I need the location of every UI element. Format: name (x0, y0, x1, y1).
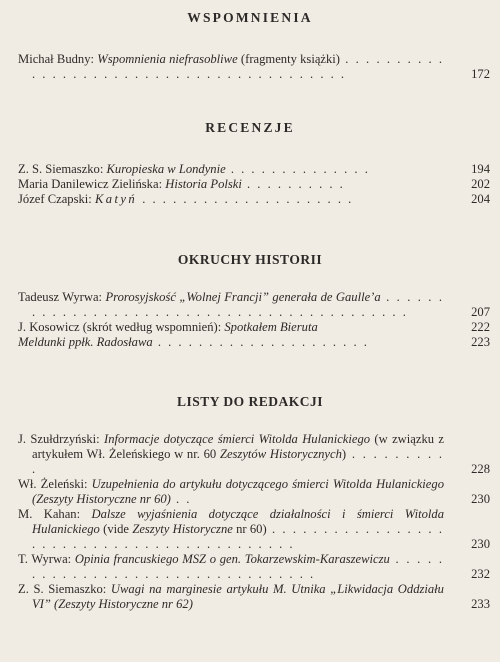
page-number: 228 (471, 462, 490, 476)
list-item: Wł. Żeleński: Uzupełnienia do artykułu dotyczącego śmierci Witolda Hulanickiego (Zeszyty Historyczne nr 60) . . 230 (18, 477, 490, 506)
list-item: Józef Czapski: Katyń . . . . . . . . . . . . . . . . . . . . . 204 (18, 192, 490, 206)
page-number: 230 (471, 492, 490, 506)
page-number: 207 (471, 305, 490, 319)
section-wspomnienia (18, 52, 490, 82)
list-item: Z. S. Siemaszko: Kuropieska w Londynie . . . . . . . . . . . . . . 194 (18, 162, 490, 176)
page-number: 233 (471, 597, 490, 611)
list-item: M. Kahan: Dalsze wyjaśnienia dotyczące działalności i śmierci Witolda Hulanickiego (vide Zeszyty Historyczne nr 60) . . . . . . . . . . . . . . . . . . . . . . . . . . . . . . . . . . . . . . . . . . . 230 (18, 507, 490, 551)
list-item: J. Kosowicz (skrót według wspomnień): Spotkałem Bieruta 222 (18, 320, 490, 334)
page-number: 230 (471, 537, 490, 551)
section-title-wspomnienia: WSPOMNIENIA (187, 10, 313, 25)
list-item: Z. S. Siemaszko: Uwagi na marginesie artykułu M. Utnika „Likwidacja Oddziału VI” (Zeszyty Historyczne nr 62) 233 (18, 582, 490, 611)
page-number: 202 (471, 177, 490, 191)
list-item: T. Wyrwa: Opinia francuskiego MSZ o gen. Tokarzewskim-Karaszewiczu . . . . . . . . . . . . . . . . . . . . . . . . . . . . . . . . . 232 (18, 552, 490, 581)
section-title-listy-do-redakcji: LISTY DO REDAKCJI (176, 394, 324, 409)
page-number: 194 (471, 162, 490, 176)
list-item: Maria Danilewicz Zielińska: Historia Polski . . . . . . . . . . 202 (18, 177, 490, 191)
list-item: J. Szułdrzyński: Informacje dotyczące śmierci Witolda Hulanickiego (w związku z artykułem Wł. Żeleńskiego w nr. 60 Zeszytów Historycznych) . . . . . . . . . . 228 (18, 432, 490, 476)
section-title-recenzje: RECENZJE (205, 120, 295, 135)
list-item: Meldunki ppłk. Radosława . . . . . . . . . . . . . . . . . . . . . 223 (18, 335, 490, 349)
section-title-okruchy-historii: OKRUCHY HISTORII (177, 252, 323, 267)
page-number: 204 (471, 192, 490, 206)
section-recenzje (18, 162, 490, 207)
list-item: Tadeusz Wyrwa: Prorosyjskość „Wolnej Francji” generała de Gaulle’a . . . . . . . . . . . . . . . . . . . . . . . . . . . . . . . . . . . . . . . . . . . 207 (18, 290, 490, 319)
page-number: 172 (471, 67, 490, 81)
section-okruchy-historii (18, 290, 490, 350)
list-item: Michał Budny: Wspomnienia niefrasobliwe (fragmenty książki) . . . . . . . . . . . . . . . . . . . . . . . . . . . . . . . . . . . . . . . . . 172 (18, 52, 490, 81)
section-listy-do-redakcji (18, 432, 490, 612)
page-number: 232 (471, 567, 490, 581)
page-number: 223 (471, 335, 490, 349)
page-number: 222 (471, 320, 490, 334)
